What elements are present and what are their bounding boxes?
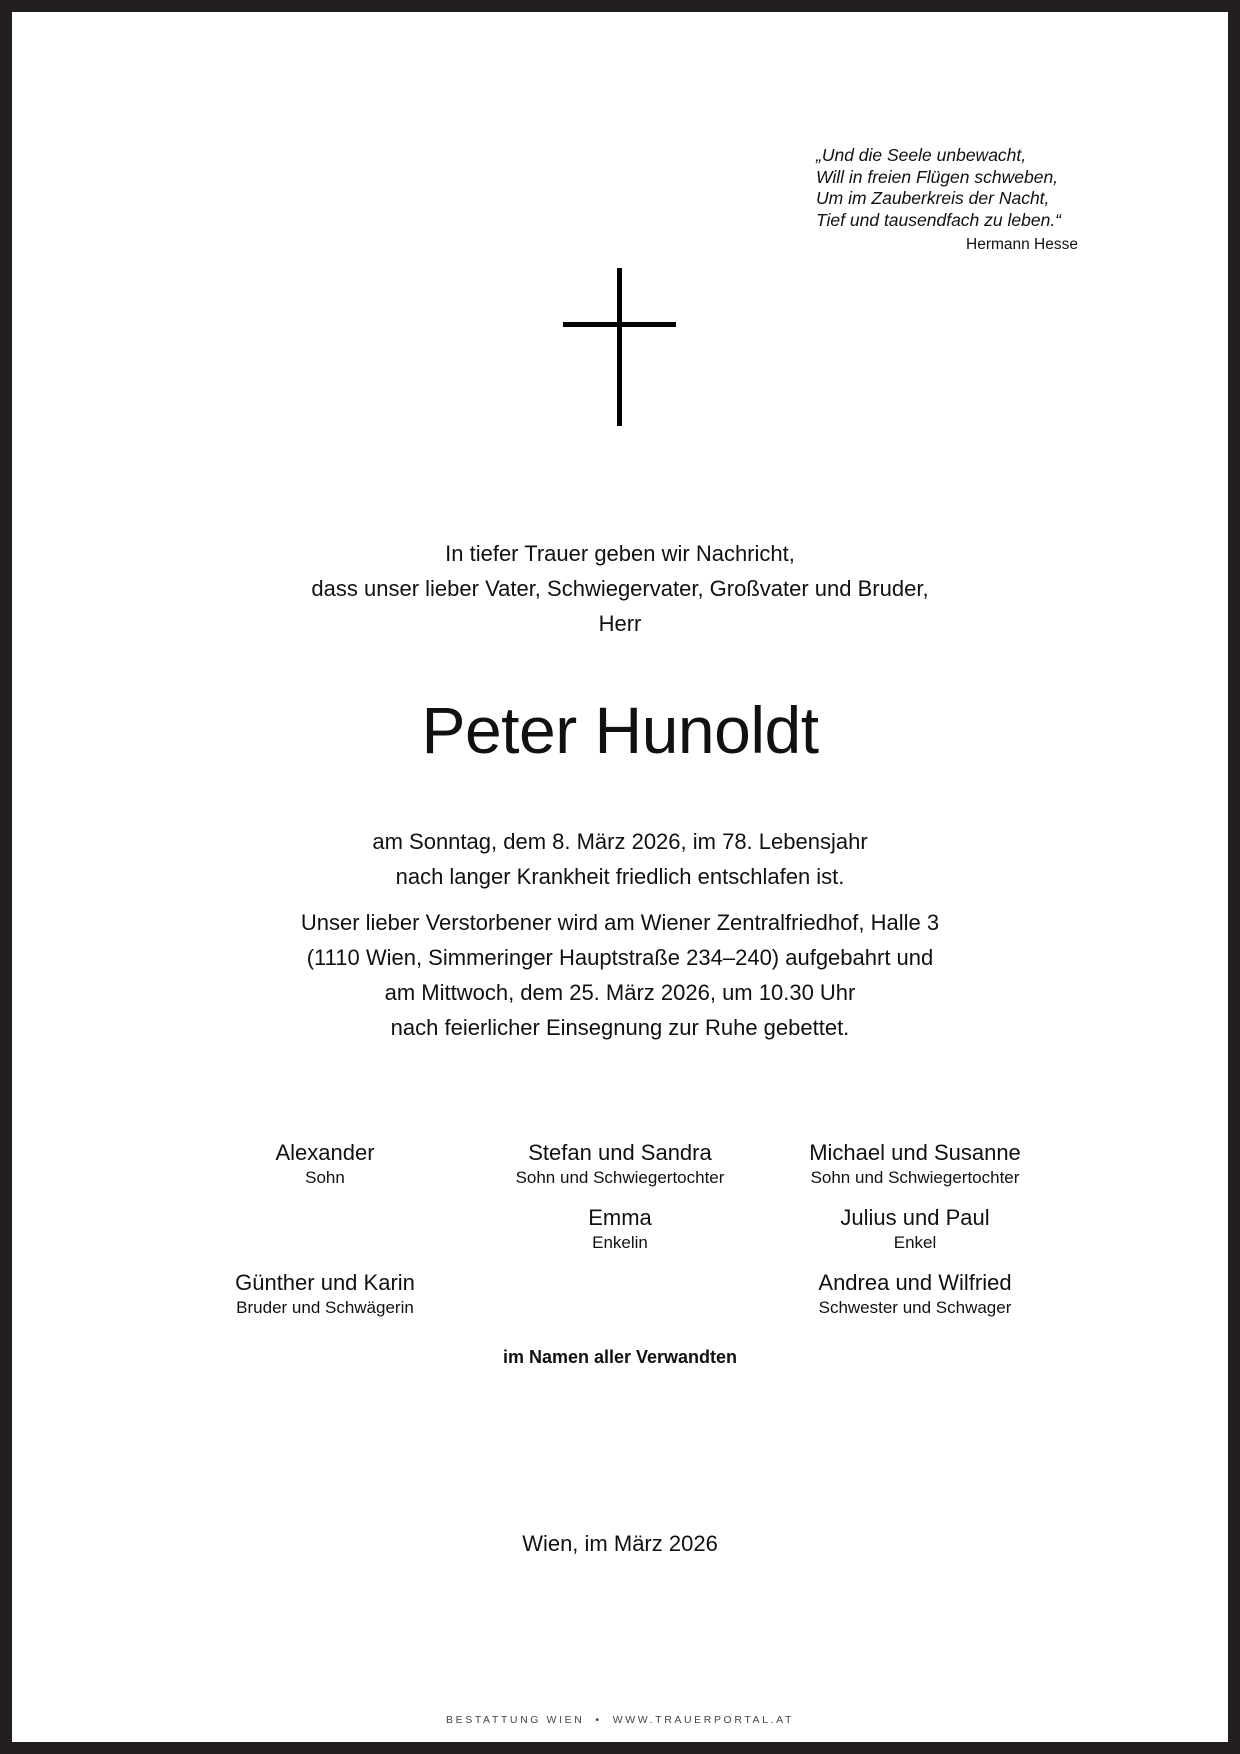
death-notice bbox=[12, 824, 1228, 894]
mourner-name: Andrea und Wilfried bbox=[818, 1270, 1012, 1295]
mourner-entry bbox=[175, 1139, 475, 1188]
relatives-note: im Namen aller Verwandten bbox=[502, 1347, 738, 1367]
mourner-entry bbox=[765, 1269, 1065, 1318]
funeral-line: nach feierlicher Einsegnung zur Ruhe gebettet. bbox=[390, 1015, 850, 1040]
obituary-page bbox=[12, 12, 1228, 1742]
death-notice-line: nach langer Krankheit friedlich entschlafen ist. bbox=[395, 864, 845, 889]
mourner-relation: Sohn und Schwiegertochter bbox=[515, 1168, 725, 1187]
cross-vertical-bar bbox=[617, 268, 622, 426]
quote-author: Hermann Hesse bbox=[966, 236, 1078, 253]
mourner-name: Michael und Susanne bbox=[809, 1140, 1021, 1165]
mourner-name: Günther und Karin bbox=[235, 1270, 415, 1295]
mourner-entry bbox=[470, 1139, 770, 1188]
funeral-line: am Mittwoch, dem 25. März 2026, um 10.30 Uhr bbox=[384, 980, 856, 1005]
mourner-entry bbox=[175, 1269, 475, 1318]
quote-line: Will in freien Flügen schweben, bbox=[816, 166, 1059, 187]
quote-line: „Und die Seele unbewacht, bbox=[816, 145, 1027, 165]
mourner-relation: Schwester und Schwager bbox=[818, 1298, 1012, 1317]
place-date: Wien, im März 2026 bbox=[522, 1531, 718, 1556]
intro-text bbox=[12, 536, 1228, 641]
mourner-name: Stefan und Sandra bbox=[528, 1140, 712, 1165]
cross-horizontal-bar bbox=[563, 322, 676, 327]
mourner-entry bbox=[765, 1204, 1065, 1253]
death-notice-line: am Sonntag, dem 8. März 2026, im 78. Lebensjahr bbox=[372, 829, 868, 854]
quote-line: Tief und tausendfach zu leben.“ bbox=[816, 209, 1062, 230]
funeral-details bbox=[12, 905, 1228, 1045]
intro-line: In tiefer Trauer geben wir Nachricht, bbox=[445, 541, 795, 566]
funeral-line: (1110 Wien, Simmeringer Hauptstraße 234–240) aufgebahrt und bbox=[306, 945, 934, 970]
epigraph-quote bbox=[816, 145, 1078, 256]
mourner-relation: Enkelin bbox=[592, 1233, 648, 1252]
footer-imprint: BESTATTUNG WIEN • WWW.TRAUERPORTAL.AT bbox=[446, 1714, 794, 1726]
quote-line: Um im Zauberkreis der Nacht, bbox=[816, 188, 1050, 208]
mourner-relation: Enkel bbox=[893, 1233, 937, 1252]
mourner-name: Alexander bbox=[275, 1140, 375, 1165]
intro-line: Herr bbox=[598, 611, 642, 636]
mourner-name: Julius und Paul bbox=[840, 1205, 990, 1230]
funeral-line: Unser lieber Verstorbener wird am Wiener Zentralfriedhof, Halle 3 bbox=[300, 910, 940, 935]
deceased-name: Peter Hunoldt bbox=[421, 693, 819, 767]
mourner-relation: Sohn bbox=[305, 1168, 345, 1187]
mourner-entry bbox=[765, 1139, 1065, 1188]
intro-line: dass unser lieber Vater, Schwiegervater, Großvater und Bruder, bbox=[311, 576, 929, 601]
mourner-entry bbox=[470, 1204, 770, 1253]
mourner-relation: Bruder und Schwägerin bbox=[236, 1298, 414, 1317]
mourner-relation: Sohn und Schwiegertochter bbox=[810, 1168, 1020, 1187]
mourner-name: Emma bbox=[588, 1205, 652, 1230]
